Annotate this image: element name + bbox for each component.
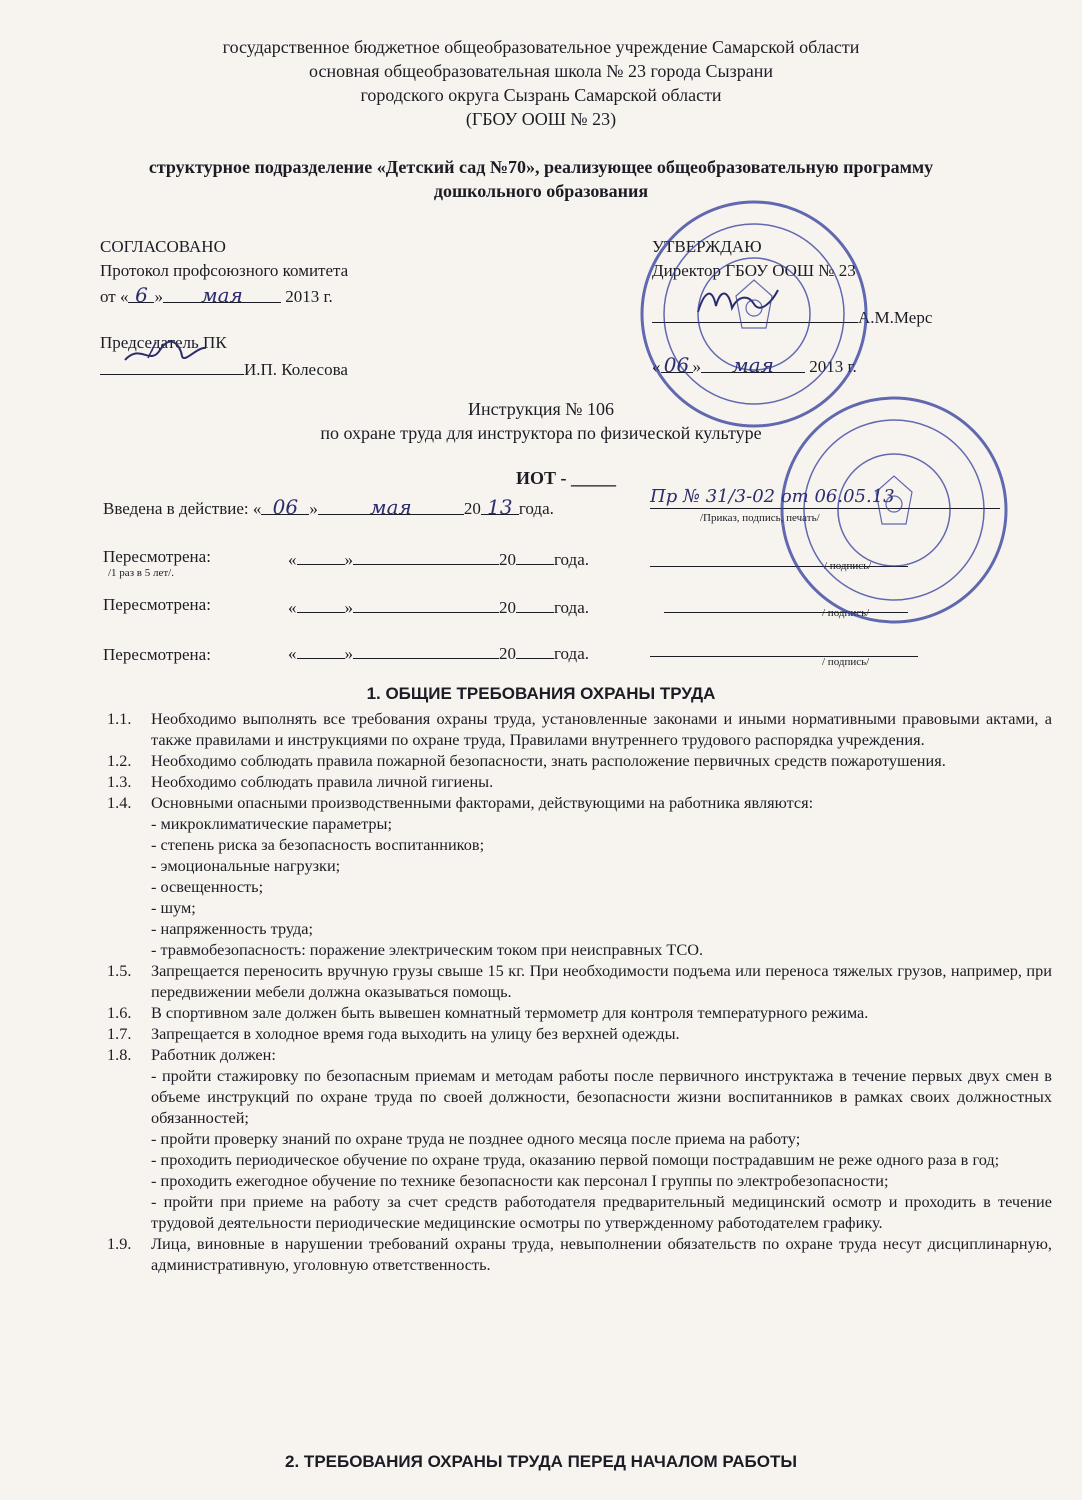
introduced-year-word: года. bbox=[518, 499, 554, 518]
list-item bbox=[107, 771, 1052, 792]
item-text: Необходимо соблюдать правила личной гигиены. bbox=[151, 772, 494, 791]
agreed-chair-name: И.П. Колесова bbox=[244, 360, 348, 379]
review-note: /1 раз в 5 лет/. bbox=[108, 567, 174, 579]
item-number: 1.7. bbox=[107, 1024, 132, 1043]
review-2-year-word: года. bbox=[554, 598, 590, 617]
subdivision-line-1: структурное подразделение «Детский сад №70», реализующее общеобразовательную программу bbox=[148, 157, 934, 177]
chair-signature-icon bbox=[120, 338, 210, 368]
agreed-line-1: Протокол профсоюзного комитета bbox=[100, 261, 349, 280]
agreed-date-day: 6 bbox=[135, 283, 148, 307]
approved-line-1: Директор ГБОУ ООШ № 23 bbox=[652, 261, 856, 280]
agreed-title: СОГЛАСОВАНО bbox=[100, 237, 226, 256]
review-3-mid: » bbox=[344, 644, 353, 663]
introduced-caption: /Приказ, подпись, печать/ bbox=[700, 512, 820, 524]
item-text: В спортивном зале должен быть вывешен комнатный термометр для контроля температурного режима. bbox=[151, 1003, 869, 1022]
approved-title: УТВЕРЖДАЮ bbox=[652, 237, 762, 256]
list-item bbox=[107, 1044, 1052, 1233]
item-number: 1.6. bbox=[107, 1003, 132, 1022]
item-text: Основными опасными производственными факторами, действующими на работника являются: bbox=[151, 793, 814, 812]
review-3-year-word: года. bbox=[554, 644, 590, 663]
introduced-mid: » bbox=[309, 499, 318, 518]
review-1-caption: / подпись/ bbox=[824, 560, 872, 572]
duty-item: - пройти при приеме на работу за счет средств работодателя предварительный медицинский осмотр и проходить в течение трудовой деятельности периодические медицинские осмотры по утвержденному работодателем графику. bbox=[151, 1192, 1052, 1232]
item-number: 1.2. bbox=[107, 751, 132, 770]
item-text: Работник должен: bbox=[151, 1045, 276, 1064]
agreed-date bbox=[100, 284, 333, 308]
factor-item: - степень риска за безопасность воспитанников; bbox=[151, 835, 485, 854]
agreed-date-mid: » bbox=[154, 287, 163, 306]
list-item bbox=[107, 708, 1052, 750]
section-2-title: 2. ТРЕБОВАНИЯ ОХРАНЫ ТРУДА ПЕРЕД НАЧАЛОМ РАБОТЫ bbox=[285, 1452, 797, 1471]
iot-number: ИОТ - _____ bbox=[516, 468, 617, 488]
item-number: 1.9. bbox=[107, 1234, 132, 1253]
list-item bbox=[107, 1233, 1052, 1275]
header-line-3: городского округа Сызрань Самарской области bbox=[360, 85, 722, 105]
approved-date-month: мая bbox=[732, 353, 774, 377]
review-3-label: Пересмотрена: bbox=[103, 645, 211, 664]
introduced-year-suffix: 13 bbox=[487, 495, 513, 519]
introduced-order-text: Пр № 31/3-02 от 06.05.13 bbox=[650, 486, 895, 507]
review-2-caption: / подпись/ bbox=[822, 607, 870, 619]
approved-date-day: 06 bbox=[663, 353, 690, 377]
factor-item: - микроклиматические параметры; bbox=[151, 814, 392, 833]
header-line-1: государственное бюджетное общеобразовательное учреждение Самарской области bbox=[222, 37, 860, 57]
factor-item: - напряженность труда; bbox=[151, 919, 314, 938]
review-1-year-word: года. bbox=[554, 550, 590, 569]
list-item bbox=[107, 792, 1052, 960]
official-seal-icon bbox=[776, 392, 1012, 628]
section-1-title: 1. ОБЩИЕ ТРЕБОВАНИЯ ОХРАНЫ ТРУДА bbox=[366, 684, 716, 703]
list-item bbox=[107, 750, 1052, 771]
header-line-4: (ГБОУ ООШ № 23) bbox=[465, 109, 617, 129]
factor-item: - эмоциональные нагрузки; bbox=[151, 856, 341, 875]
item-number: 1.4. bbox=[107, 793, 132, 812]
duty-item: - пройти стажировку по безопасным приемам и методам работы после первичного инструктажа в течение первых двух смен в объеме инструкций по охране труда по своей должности, безопасности жизни воспитанников в рамках своих должностных обязанностей; bbox=[151, 1066, 1052, 1127]
review-1-open: « bbox=[288, 550, 297, 569]
review-2-mid: » bbox=[344, 598, 353, 617]
list-item bbox=[107, 960, 1052, 1002]
instruction-title: Инструкция № 106 bbox=[468, 399, 614, 419]
review-1-mid: » bbox=[344, 550, 353, 569]
factor-item: - травмобезопасность: поражение электрическим током при неисправных ТСО. bbox=[151, 940, 704, 959]
review-2-year-prefix: 20 bbox=[499, 598, 516, 617]
agreed-chair-sign bbox=[100, 356, 348, 381]
list-item bbox=[107, 1002, 1052, 1023]
item-text: Лица, виновные в нарушении требований охраны труда, невыполнении обязательств по охране труда несут дисциплинарную, административную, уголовную ответственность. bbox=[151, 1234, 1052, 1274]
item-text: Запрещается в холодное время года выходить на улицу без верхней одежды. bbox=[151, 1024, 680, 1043]
review-3-sign-line bbox=[650, 656, 918, 657]
approved-date-year: 2013 г. bbox=[809, 357, 857, 376]
item-number: 1.1. bbox=[107, 709, 132, 728]
duty-item: - пройти проверку знаний по охране труда не позднее одного месяца после приема на работу; bbox=[151, 1129, 801, 1148]
introduced-day: 06 bbox=[272, 495, 299, 519]
agreed-date-month: мая bbox=[201, 283, 243, 307]
review-3-year-prefix: 20 bbox=[499, 644, 516, 663]
introduced-label: Введена в действие: « bbox=[103, 499, 262, 518]
item-text: Необходимо соблюдать правила пожарной безопасности, знать расположение первичных средств пожаротушения. bbox=[151, 751, 946, 770]
introduced-month: мая bbox=[370, 495, 412, 519]
instruction-subtitle: по охране труда для инструктора по физической культуре bbox=[320, 423, 762, 443]
approved-date-mid: » bbox=[692, 357, 701, 376]
item-text: Запрещается переносить вручную грузы свыше 15 кг. При необходимости подъема или переноса тяжелых грузов, например, при передвижении мебели должна оказываться помощь. bbox=[151, 961, 1052, 1001]
list-item bbox=[107, 1023, 1052, 1044]
review-1-label: Пересмотрена: bbox=[103, 547, 211, 566]
item-number: 1.3. bbox=[107, 772, 132, 791]
factor-item: - освещенность; bbox=[151, 877, 264, 896]
review-2-open: « bbox=[288, 598, 297, 617]
item-number: 1.8. bbox=[107, 1045, 132, 1064]
introduced-line bbox=[103, 496, 554, 520]
duty-item: - проходить ежегодное обучение по технике безопасности как персонал I группы по электробезопасности; bbox=[151, 1171, 889, 1190]
subdivision-line-2: дошкольного образования bbox=[433, 181, 649, 201]
duty-item: - проходить периодическое обучение по охране труда, оказанию первой помощи пострадавшим не реже одного раза в год; bbox=[151, 1150, 1000, 1169]
review-3-date bbox=[288, 640, 589, 665]
review-3-open: « bbox=[288, 644, 297, 663]
section-1-list bbox=[107, 708, 1052, 1275]
agreed-date-from: от « bbox=[100, 287, 129, 306]
review-1-date bbox=[288, 546, 589, 571]
factor-item: - шум; bbox=[151, 898, 196, 917]
review-1-year-prefix: 20 bbox=[499, 550, 516, 569]
approved-name: А.М.Мерс bbox=[858, 308, 933, 327]
agreed-chair: Председатель ПК bbox=[100, 333, 227, 352]
review-3-caption: / подпись/ bbox=[822, 656, 870, 668]
review-2-date bbox=[288, 594, 589, 619]
approved-date-open: « bbox=[652, 357, 661, 376]
item-text: Необходимо выполнять все требования охраны труда, установленные законами и иными нормативными правовыми актами, а также правилами и инструкциями по охране труда, Правилами внутреннего трудового распорядка учреждения. bbox=[151, 709, 1052, 749]
item-number: 1.5. bbox=[107, 961, 132, 980]
agreed-date-year: 2013 г. bbox=[285, 287, 333, 306]
review-2-label: Пересмотрена: bbox=[103, 595, 211, 614]
header-line-2: основная общеобразовательная школа № 23 города Сызрани bbox=[309, 61, 773, 81]
introduced-year-prefix: 20 bbox=[463, 499, 481, 518]
